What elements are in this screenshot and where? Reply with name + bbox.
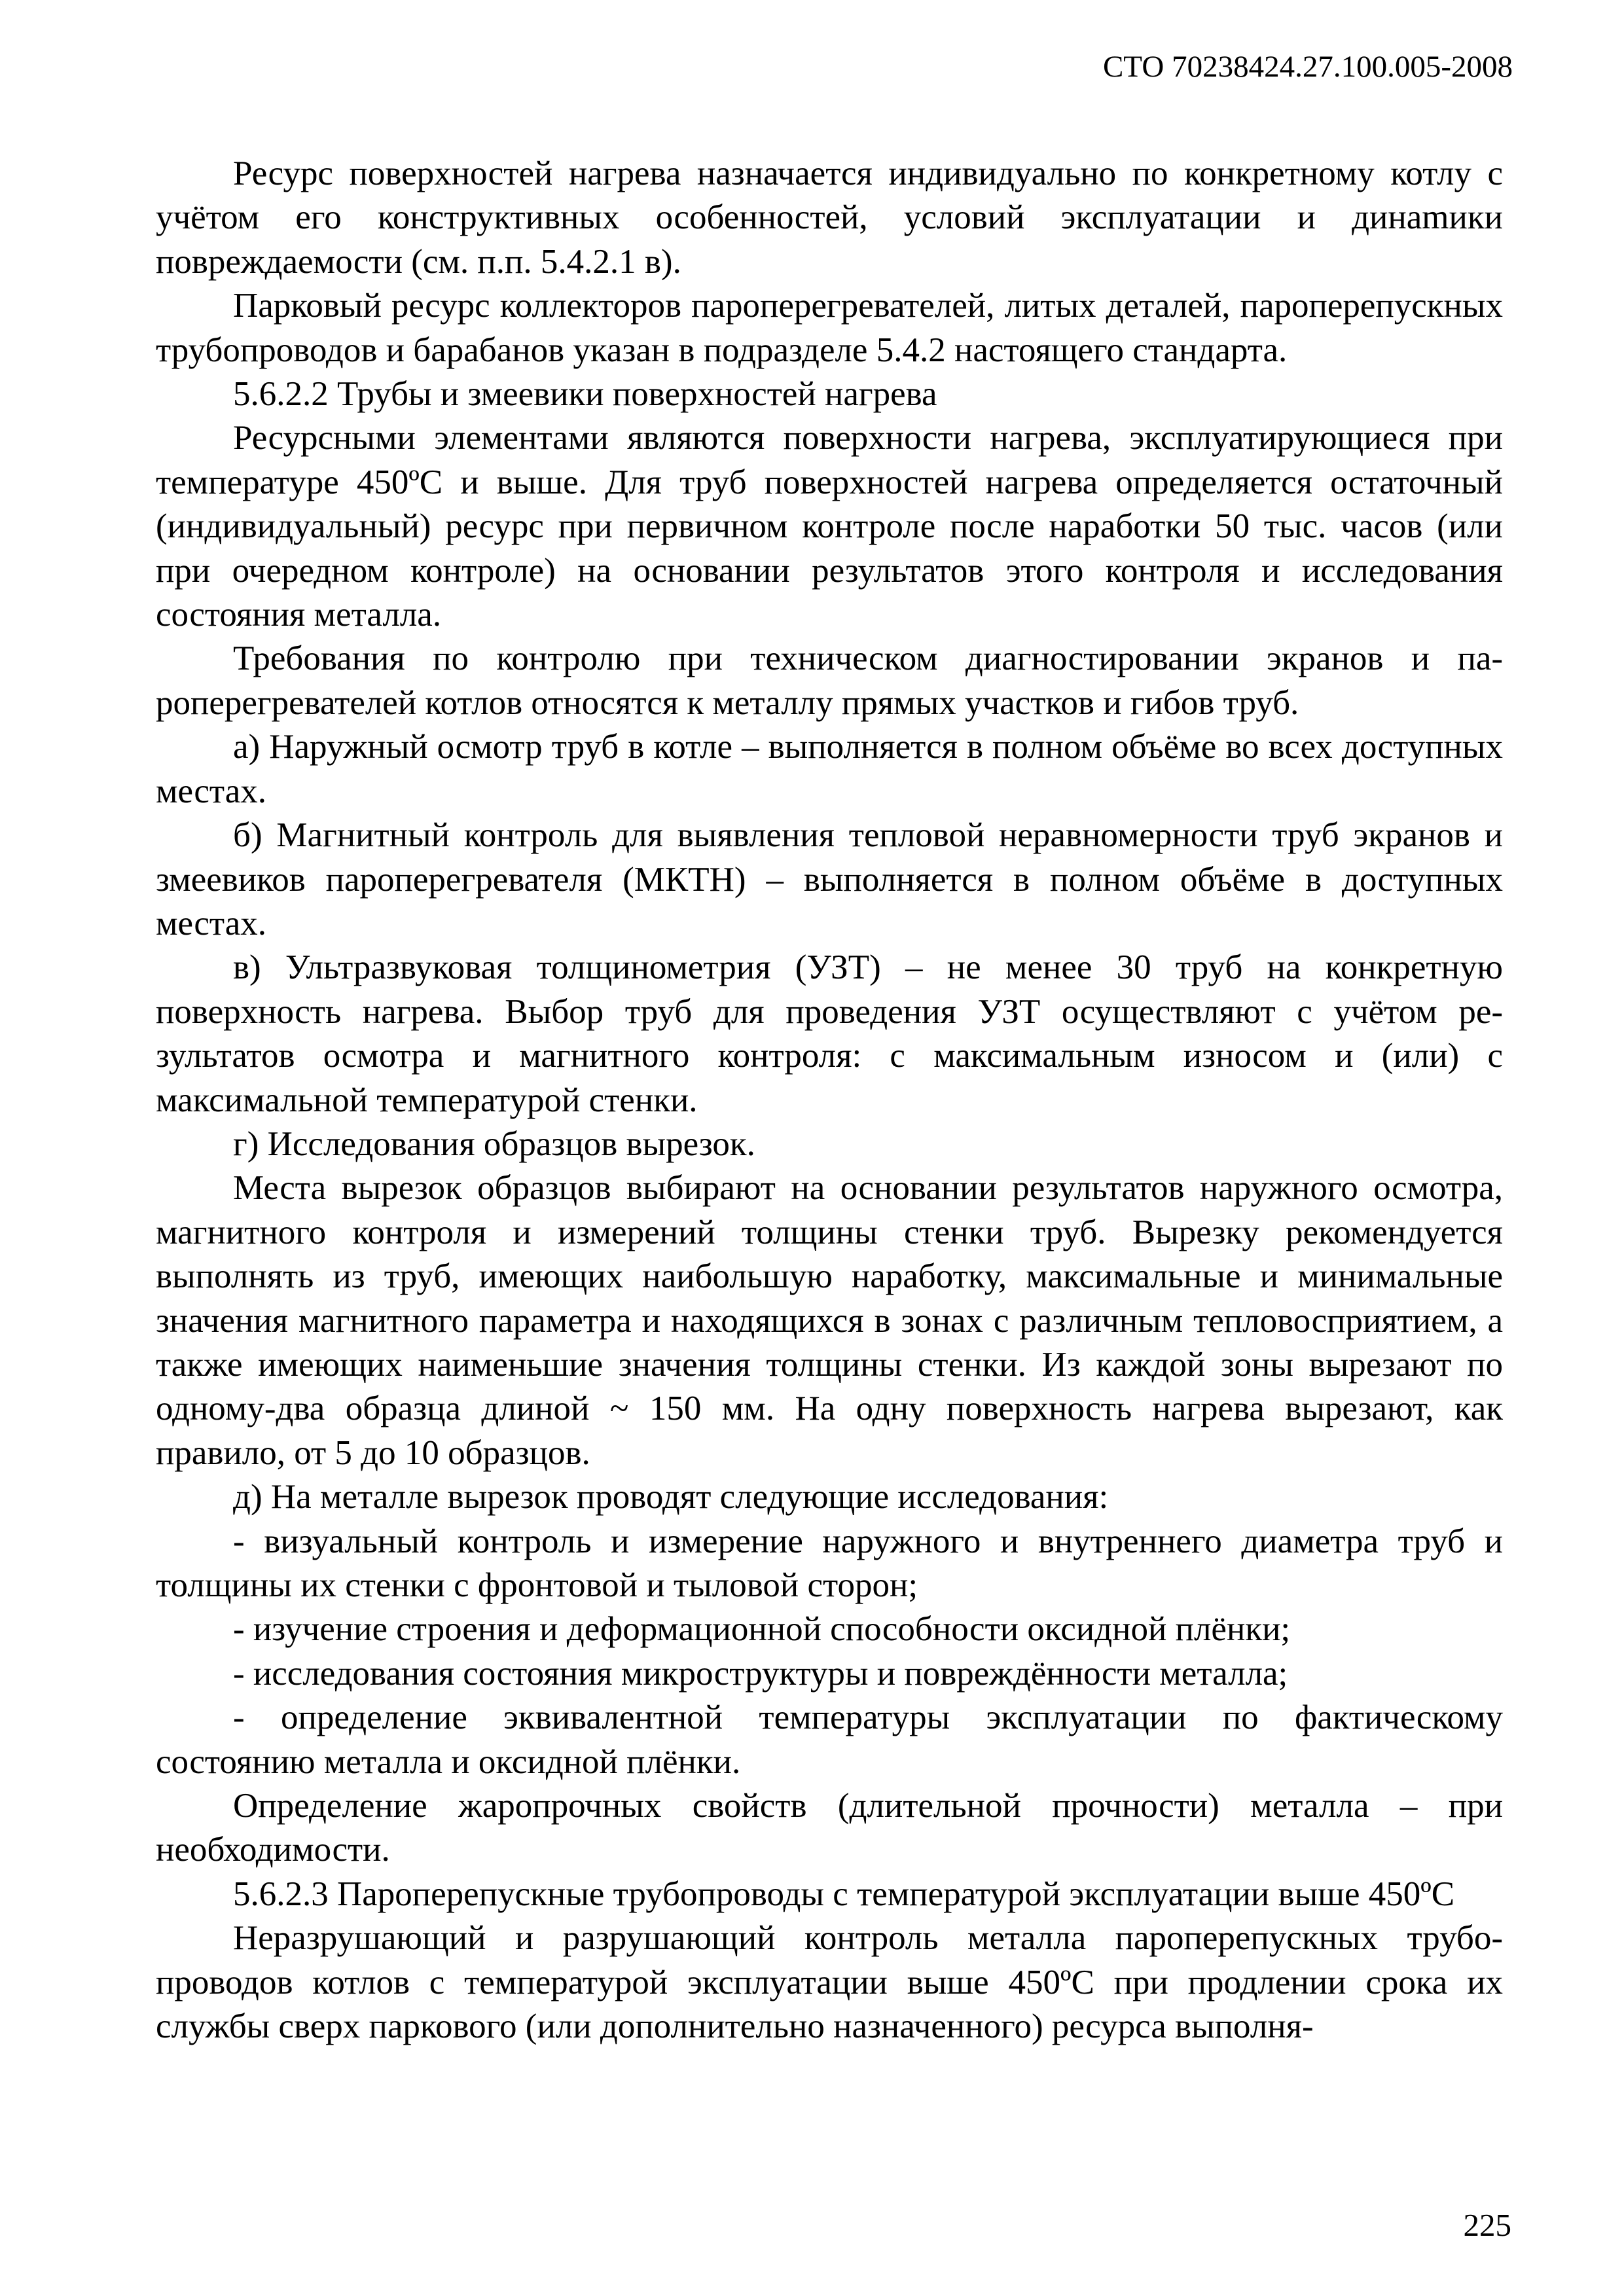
- page-number: 225: [1463, 2207, 1511, 2243]
- body-text: [156, 152, 1503, 2049]
- document-code-header: СТО 70238424.27.100.005-2008: [1102, 50, 1513, 84]
- dash-item-oxide-film: - изучение строения и деформационной способности оксидной плёнки;: [233, 1610, 1291, 1649]
- paragraph-sample-cut-locations: Места вырезок образцов выбирают на основании результатов наружного осмотра, магнитного контроля и измерений толщины стенки труб. Вырезку рекомендуется выполнять из труб, имеющих наибольшую наработку, максимальные и минимальные значения магнитного параметра и находящихся в зонах с различным тепловосприятием, а также имеющих наименьшие значения толщины стенки. Из каждой зоны вырезают по одному-два образца длиной ~ 150 мм. На одну поверхность нагрева вырезают, как правило, от 5 до 10 образцов.: [156, 1169, 1503, 1472]
- paragraph-heat-resistance: Определение жаропрочных свойств (длительной прочности) металла – при необходимости.: [156, 1787, 1503, 1869]
- list-item-g-sample-studies: г) Исследования образцов вырезок.: [233, 1124, 755, 1163]
- section-heading-5-6-2-3: 5.6.2.3 Пароперепускные трубопроводы с температурой эксплуатации выше 450ºС: [233, 1874, 1455, 1913]
- paragraph-resource-elements: Ресурсными элементами являются поверхности нагрева, эксплуатирующиеся при температуре 450ºС и выше. Для труб поверхностей нагрева определяется остаточный (индивидуальный) ресурс при первичном контроле после наработки 50 тыс. часов (или при очередном контроле) на основании результатов этого контроля и исследования состояния металла.: [156, 419, 1503, 634]
- paragraph-resource-heating-surfaces: Ресурс поверхностей нагрева назначается индивидуально по конкретному котлу с учётом его конструктивных особенностей, условий эксплуатации и динаmики повреждаемости (см. п.п. 5.4.2.1 в).: [156, 154, 1503, 281]
- dash-item-microstructure: - исследования состояния микроструктуры и повреждённости металла;: [233, 1654, 1288, 1693]
- dash-item-equivalent-temperature: - определение эквивалентной температуры эксплуатации по фактическому состоянию металла и оксидной плёнки.: [156, 1698, 1503, 1781]
- list-item-v-ultrasonic-thickness: в) Ультразвуковая толщинометрия (УЗТ) – не менее 30 труб на конкретную поверхность нагрева. Выбор труб для проведения УЗТ осуществляют с учётом результатов осмотра и магнитного контроля: с максимальным износом и (или) с максимальной температурой стенки.: [156, 948, 1503, 1119]
- list-item-a-visual-inspection: а) Наружный осмотр труб в котле – выполняется в полном объёме во всех доступных местах.: [156, 728, 1503, 810]
- list-item-d-metal-studies: д) На металле вырезок проводят следующие исследования:: [233, 1478, 1109, 1516]
- paragraph-control-requirements: Требования по контролю при техническом диагностировании экранов и пароперегревателей котлов относятся к металлу прямых участков и гибов труб.: [156, 639, 1503, 722]
- paragraph-park-resource: Парковый ресурс коллекторов пароперегревателей, литых деталей, пароперепускных трубопроводов и барабанов указан в подразделе 5.4.2 настоящего стандарта.: [156, 287, 1503, 369]
- list-item-b-magnetic-control: б) Магнитный контроль для выявления тепловой неравномерности труб экранов и змеевиков пароперегревателя (МКТН) – выполняется в полном объёме в доступных местах.: [156, 816, 1503, 942]
- section-heading-5-6-2-2: 5.6.2.2 Трубы и змеевики поверхностей нагрева: [233, 375, 937, 414]
- paragraph-bypass-pipelines-control: Неразрушающий и разрушающий контроль металла пароперепускных трубопроводов котлов с температурой эксплуатации выше 450ºС при продлении срока их службы сверх паркового (или дополнительно назначенного) ресурса выполня-: [156, 1919, 1503, 2046]
- dash-item-diameter-measurement: - визуальный контроль и измерение наружного и внутреннего диаметра труб и толщины их стенки с фронтовой и тыловой сторон;: [156, 1522, 1503, 1604]
